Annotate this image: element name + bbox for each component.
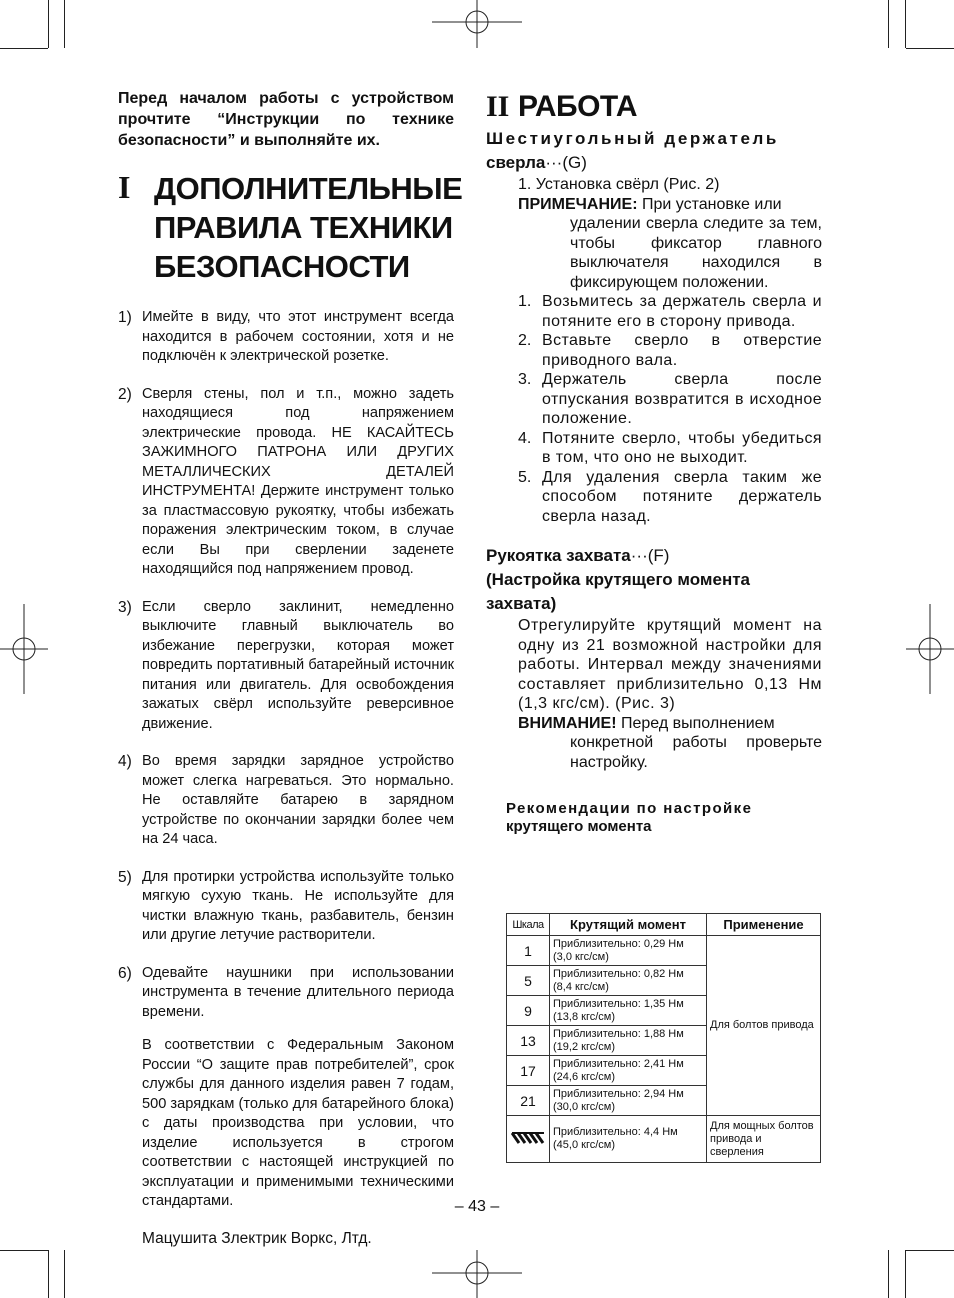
column-header: Крутящий момент bbox=[550, 914, 707, 936]
safety-rule bbox=[118, 752, 454, 850]
torque-cell: Приблизительно: 0,29 Нм (3,0 кгс/см) bbox=[550, 936, 707, 966]
section-1-title-line: ДОПОЛНИТЕЛЬНЫЕ bbox=[154, 171, 463, 206]
list-item bbox=[518, 292, 822, 331]
section-1-title bbox=[154, 169, 462, 286]
table-row bbox=[507, 1116, 821, 1163]
holder-step-intro: 1. Установка свёрл (Рис. 2) bbox=[518, 176, 720, 193]
holder-heading-line: сверла bbox=[486, 153, 546, 172]
grip-paragraph: Отрегулируйте крутящий момент на одну из 21 возможной настройки для работы. Интервал между значениями составляет приблизительно 0,13 Нм (1,3 кгс/см). (Рис. 3) bbox=[518, 617, 822, 712]
registration-mark-top bbox=[432, 0, 522, 48]
holder-heading-line: Шестиугольный держатель bbox=[486, 129, 779, 148]
scale-cell: 17 bbox=[507, 1056, 550, 1086]
column-header: Применение bbox=[707, 914, 821, 936]
grip-heading-line: (Настройка крутящего момента захвата) bbox=[486, 570, 751, 613]
rule-text: Если сверло заклинит, немедленно выключите главный выключатель во избежание перегрузки, которая может повредить портативный батарейный источник питания или двигатель. Для освобождения зажатых свёрл используйте реверсивное движение. bbox=[142, 598, 454, 732]
step-text: Держатель сверла после отпускания возвратится в исходное положение. bbox=[542, 371, 822, 427]
grip-heading-ref: ···(F) bbox=[630, 546, 670, 565]
rule-text: Во время зарядки зарядное устройство может слегка нагреваться. Это нормально. Не оставляйте батарею в зарядном устройстве по окончании зарядки более чем на 24 часа. bbox=[142, 753, 454, 847]
rule-number: 3) bbox=[118, 598, 132, 616]
rule-number: 4) bbox=[118, 753, 132, 770]
rule-number: 1) bbox=[118, 309, 132, 326]
crop-mark bbox=[906, 1250, 954, 1251]
page-number: – 43 – bbox=[454, 1198, 500, 1215]
crop-mark bbox=[0, 48, 48, 49]
crop-mark bbox=[906, 48, 954, 49]
crop-mark bbox=[48, 0, 49, 48]
right-column bbox=[486, 88, 822, 836]
list-item bbox=[518, 370, 822, 429]
safety-rule bbox=[118, 868, 454, 946]
recommendation-title bbox=[506, 800, 822, 836]
holder-note bbox=[518, 195, 822, 293]
table-header-row bbox=[507, 914, 821, 936]
safety-rules-list bbox=[118, 308, 454, 1022]
step-text: Потяните сверло, чтобы убедиться в том, что оно не выходит. bbox=[542, 429, 822, 466]
torque-cell: Приблизительно: 2,94 Нм (30,0 кгс/см) bbox=[550, 1086, 707, 1116]
column-header: Шкала bbox=[507, 914, 550, 936]
application-cell: Для мощных болтов привода и сверления bbox=[707, 1116, 821, 1163]
section-1-title-line: ПРАВИЛА ТЕХНИКИ bbox=[154, 210, 453, 245]
scale-cell: 9 bbox=[507, 996, 550, 1026]
scale-cell: 13 bbox=[507, 1026, 550, 1056]
grip-heading-line: Рукоятка захвата bbox=[486, 546, 631, 565]
step-number: 5. bbox=[518, 468, 532, 486]
note-text: удалении сверла следите за тем, чтобы фиксатор главного выключателя находился в фиксирующем положении. bbox=[570, 215, 822, 291]
list-item bbox=[518, 468, 822, 527]
section-2-title: РАБОТА bbox=[518, 89, 638, 123]
rule-text: Одевайте наушники при использовании инструмента в течение длительного периода времени. bbox=[142, 964, 454, 1020]
application-cell: Для болтов привода bbox=[707, 936, 821, 1116]
rule-number: 6) bbox=[118, 964, 132, 982]
crop-mark bbox=[888, 1250, 889, 1298]
crop-mark bbox=[0, 1250, 48, 1251]
step-number: 2. bbox=[518, 332, 532, 349]
intro-text: Перед началом работы с устройством прочтите “Инструкции по технике безопасности” и выполняйте их. bbox=[118, 90, 454, 149]
safety-rule bbox=[118, 598, 454, 735]
crop-mark bbox=[905, 1250, 906, 1298]
recommendation-title-line: крутящего момента bbox=[506, 818, 652, 835]
holder-heading-ref: ···(G) bbox=[545, 153, 587, 172]
company-name: Мацушита Злектрик Воркс, Лтд. bbox=[142, 1229, 372, 1247]
registration-mark-right bbox=[906, 604, 954, 694]
step-number: 4. bbox=[518, 429, 532, 447]
crop-mark bbox=[48, 1250, 49, 1298]
registration-mark-left bbox=[0, 604, 48, 694]
note-label: ПРИМЕЧАНИЕ: bbox=[518, 195, 638, 213]
torque-cell: Приблизительно: 4,4 Нм (45,0 кгс/см) bbox=[550, 1116, 707, 1163]
warning-text: Перед выполнением bbox=[621, 714, 775, 732]
section-2-heading bbox=[486, 88, 822, 125]
safety-rule bbox=[118, 964, 454, 1023]
safety-rule bbox=[118, 385, 454, 580]
crop-mark bbox=[888, 0, 889, 48]
warning-label: ВНИМАНИЕ! bbox=[518, 714, 617, 732]
rule-text: Для протирки устройства используйте только мягкую сухую ткань. Не используйте для чистки влажную ткань, разбавитель, бензин или другие летучие растворители. bbox=[142, 868, 454, 943]
step-text: Вставьте сверло в отверстие приводного вала. bbox=[542, 332, 822, 369]
torque-cell: Приблизительно: 1,35 Нм (13,8 кгс/см) bbox=[550, 996, 707, 1026]
step-text: Возьмитесь за держатель сверла и потяните его в сторону привода. bbox=[542, 293, 822, 330]
torque-cell: Приблизительно: 1,88 Нм (19,2 кгс/см) bbox=[550, 1026, 707, 1056]
grip-warning bbox=[518, 714, 822, 773]
rule-text: Сверля стены, пол и т.п., можно задеть находящиеся под напряжением электрические провода. НЕ КАСАЙТЕСЬ ЗАЖИМНОГО ПАТРОНА ИЛИ ДРУГИХ МЕТАЛЛИЧЕСКИХ ДЕТАЛЕЙ ИНСТРУМЕНТА! Держите инструмент только за пластмассовую рукоятку, чтобы избежать поражения электрическим током, в случае если Вы при сверлении заденете находящийся под напряжением провод. bbox=[142, 385, 454, 577]
grip-heading bbox=[486, 544, 822, 616]
scale-cell: 5 bbox=[507, 966, 550, 996]
torque-cell: Приблизительно: 2,41 Нм (24,6 кгс/см) bbox=[550, 1056, 707, 1086]
crop-mark bbox=[64, 0, 65, 48]
torque-cell: Приблизительно: 0,82 Нм (8,4 кгс/см) bbox=[550, 966, 707, 996]
holder-heading bbox=[486, 127, 822, 175]
list-item bbox=[518, 429, 822, 468]
rule-number: 5) bbox=[118, 868, 132, 886]
section-1-numeral: I bbox=[118, 169, 131, 205]
drill-mode-icon bbox=[511, 1130, 545, 1146]
section-1-title-line: БЕЗОПАСНОСТИ bbox=[154, 249, 410, 284]
table-row bbox=[507, 936, 821, 966]
section-2-numeral: II bbox=[486, 90, 510, 123]
scale-cell: 1 bbox=[507, 936, 550, 966]
scale-cell bbox=[507, 1116, 550, 1163]
step-number: 3. bbox=[518, 371, 532, 388]
warranty-text: В соответствии с Федеральным Законом России “О защите прав потребителей”, срок службы для данного изделия равен 7 годам, 500 зарядкам (только для батарейного блока) с даты производства при условии, что изделие используется в строгом соответствии с настоящей инструкцией по эксплуатации и применимыми техническими стандартами. bbox=[142, 1037, 454, 1209]
list-item bbox=[518, 331, 822, 370]
holder-steps bbox=[486, 292, 822, 526]
safety-rule bbox=[118, 308, 454, 367]
crop-mark bbox=[905, 0, 906, 48]
step-number: 1. bbox=[518, 293, 532, 310]
torque-table bbox=[506, 913, 821, 1163]
rule-text: Имейте в виду, что этот инструмент всегда находится в рабочем состоянии, хотя и не подключён к электрической розетке. bbox=[142, 309, 454, 364]
note-text: При установке или bbox=[641, 195, 782, 213]
rule-number: 2) bbox=[118, 385, 132, 403]
recommendation-title-line: Рекомендации по настройке bbox=[506, 800, 753, 817]
registration-mark-bottom bbox=[432, 1250, 522, 1298]
step-text: Для удаления сверла таким же способом потяните держатель сверла назад. bbox=[542, 468, 822, 525]
scale-cell: 21 bbox=[507, 1086, 550, 1116]
section-1-heading bbox=[118, 169, 463, 286]
warning-text: конкретной работы проверьте настройку. bbox=[570, 734, 822, 771]
left-column bbox=[118, 88, 463, 1248]
crop-mark bbox=[64, 1250, 65, 1298]
